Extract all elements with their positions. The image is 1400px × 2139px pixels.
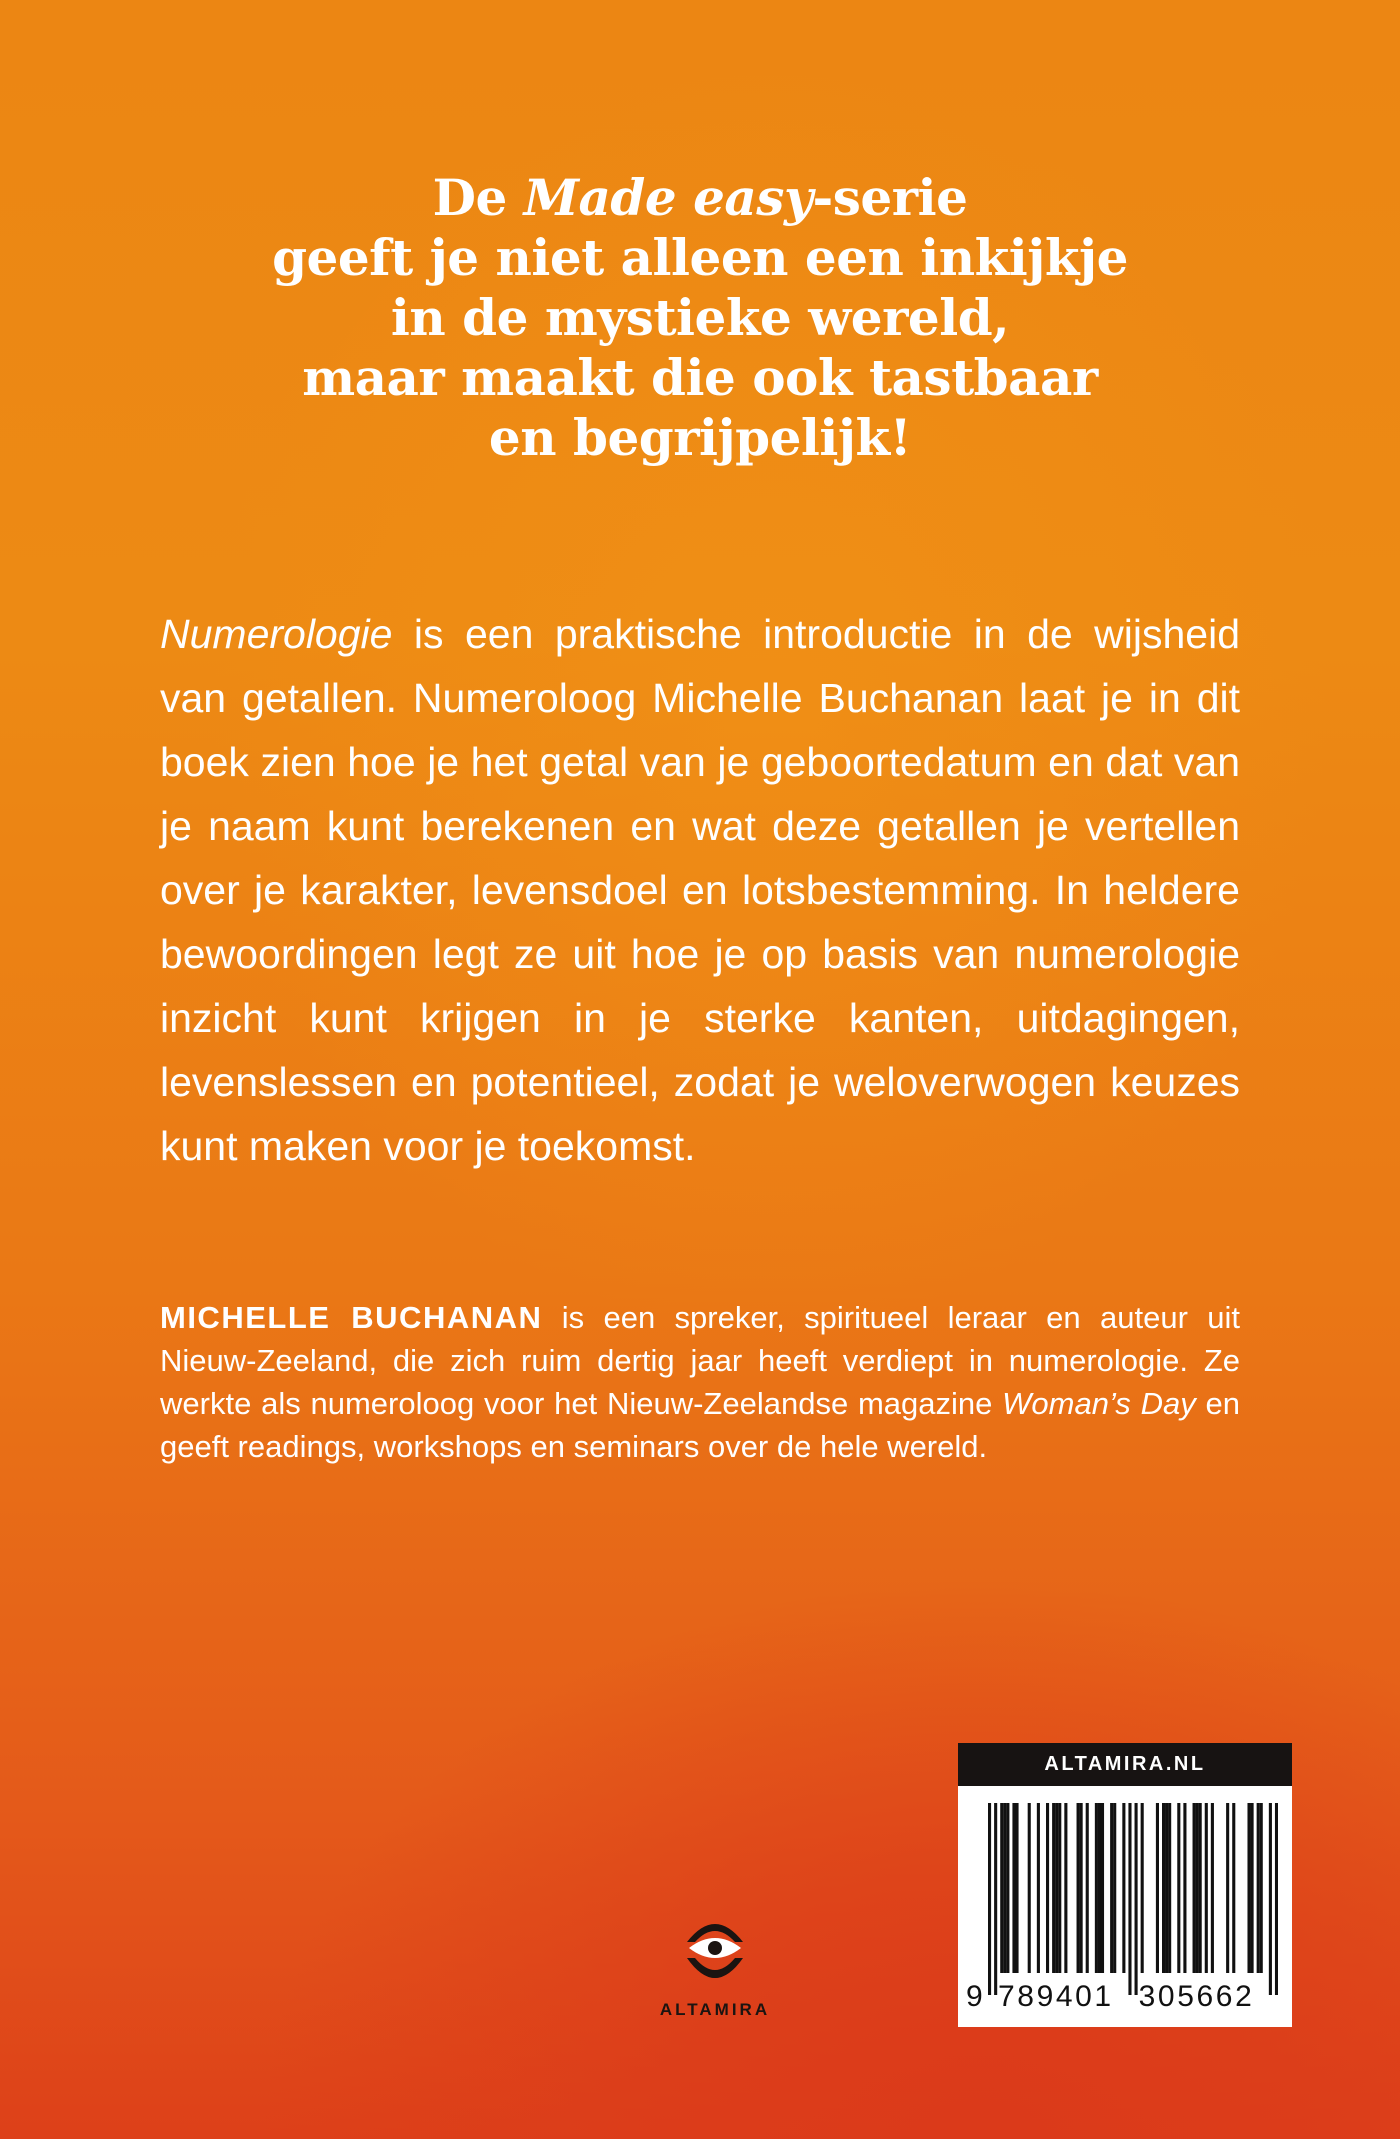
barcode-bar — [1232, 1803, 1235, 1973]
barcode-bar — [1168, 1803, 1171, 1973]
barcode-bar — [1135, 1803, 1138, 1995]
barcode-bar — [1006, 1803, 1009, 1973]
barcode-bar — [1193, 1803, 1196, 1973]
barcode-bar — [1052, 1803, 1055, 1973]
tagline-line-4: maar maakt die ook tastbaar — [302, 348, 1098, 407]
barcode-bar — [1113, 1803, 1116, 1973]
tagline-line-1: De Made easy-serie — [432, 168, 968, 227]
barcode-bar — [1226, 1803, 1229, 1973]
barcode-bar — [1162, 1803, 1165, 1973]
barcode-bar — [1275, 1803, 1278, 1995]
tagline-line-3: in de mystieke wereld, — [390, 288, 1010, 347]
altamira-eye-logo-icon — [683, 1898, 747, 1994]
barcode-bar — [1128, 1803, 1131, 1995]
publisher-website: ALTAMIRA.NL — [958, 1743, 1292, 1786]
barcode-bar — [1251, 1803, 1254, 1973]
barcode-bar — [1196, 1803, 1199, 1973]
barcode-bar — [1046, 1803, 1049, 1973]
barcode-digits: 789401 305662 — [998, 1980, 1255, 2013]
tagline-line-5: en begrijpelijk! — [488, 408, 912, 467]
author-name: MICHELLE BUCHANAN — [160, 1300, 543, 1335]
magazine-name: Woman’s Day — [1002, 1386, 1196, 1421]
barcode-bar — [1055, 1803, 1058, 1973]
barcode-bar — [1205, 1803, 1208, 1973]
barcode-bar — [1086, 1803, 1089, 1973]
barcode-bar — [1122, 1803, 1125, 1973]
barcode-bar — [1110, 1803, 1113, 1973]
barcode-bar — [1098, 1803, 1101, 1973]
barcode-bar — [1015, 1803, 1018, 1973]
barcode-bar — [1077, 1803, 1080, 1973]
barcode-bar — [1165, 1803, 1168, 1973]
barcode-bar — [1156, 1803, 1159, 1973]
barcode-bar — [988, 1803, 991, 1995]
book-description — [160, 602, 1240, 1178]
book-description-text: is een praktische introductie in de wijsheid van getallen. Numeroloog Michelle Buchanan laat je in dit boek zien hoe je het getal van je geboortedatum en dat van je naam kunt berekenen en wat deze getallen je vertellen over je karakter, levensdoel en lotsbestemming. In heldere bewoordingen legt ze uit hoe je op basis van numerologie inzicht kunt krijgen in je sterke kanten, uitdagingen, levenslessen en potentieel, zodat je weloverwogen keuzes kunt maken voor je toekomst. — [160, 611, 1240, 1169]
barcode-bar — [1183, 1803, 1186, 1973]
barcode-bar — [1095, 1803, 1098, 1973]
barcode-bar — [1141, 1803, 1144, 1973]
author-bio — [160, 1296, 1240, 1468]
barcode-bar — [1000, 1803, 1003, 1973]
author-bio-text-2: en geeft readings, workshops en seminars over de hele wereld. — [160, 1386, 1240, 1464]
isbn-barcode — [988, 1803, 1278, 1995]
barcode-lead-digit: 9 — [966, 1980, 983, 2013]
barcode-block — [958, 1743, 1292, 2027]
barcode-bar — [1064, 1803, 1067, 1973]
barcode-bar — [1037, 1803, 1040, 1973]
publisher-name: ALTAMIRA — [659, 2000, 771, 2019]
publisher-logo — [655, 1898, 775, 2028]
barcode-bar — [1199, 1803, 1202, 1973]
barcode-bar — [1211, 1803, 1214, 1973]
barcode-bar — [1028, 1803, 1031, 1973]
barcode-bar — [1247, 1803, 1250, 1973]
barcode-bar — [1012, 1803, 1015, 1973]
barcode-bar — [1058, 1803, 1061, 1973]
barcode-bar — [1269, 1803, 1272, 1995]
series-name: Made easy — [523, 168, 813, 227]
author-bio-text-1: is een spreker, spiritueel leraar en auteur uit Nieuw-Zeeland, die zich ruim dertig jaar heeft verdiept in numerologie. Ze werkte als numeroloog voor het Nieuw-Zeelandse magazine — [160, 1300, 1240, 1421]
book-title: Numerologie — [160, 611, 393, 657]
barcode-bar — [1260, 1803, 1263, 1973]
barcode-bar — [1101, 1803, 1104, 1973]
barcode-bar — [994, 1803, 997, 1995]
series-tagline — [150, 168, 1250, 468]
barcode-bar — [1177, 1803, 1180, 1973]
barcode-bar — [1003, 1803, 1006, 1973]
barcode-bar — [1080, 1803, 1083, 1973]
tagline-line-2: geeft je niet alleen een inkijkje — [272, 228, 1128, 287]
barcode-bar — [1257, 1803, 1260, 1973]
